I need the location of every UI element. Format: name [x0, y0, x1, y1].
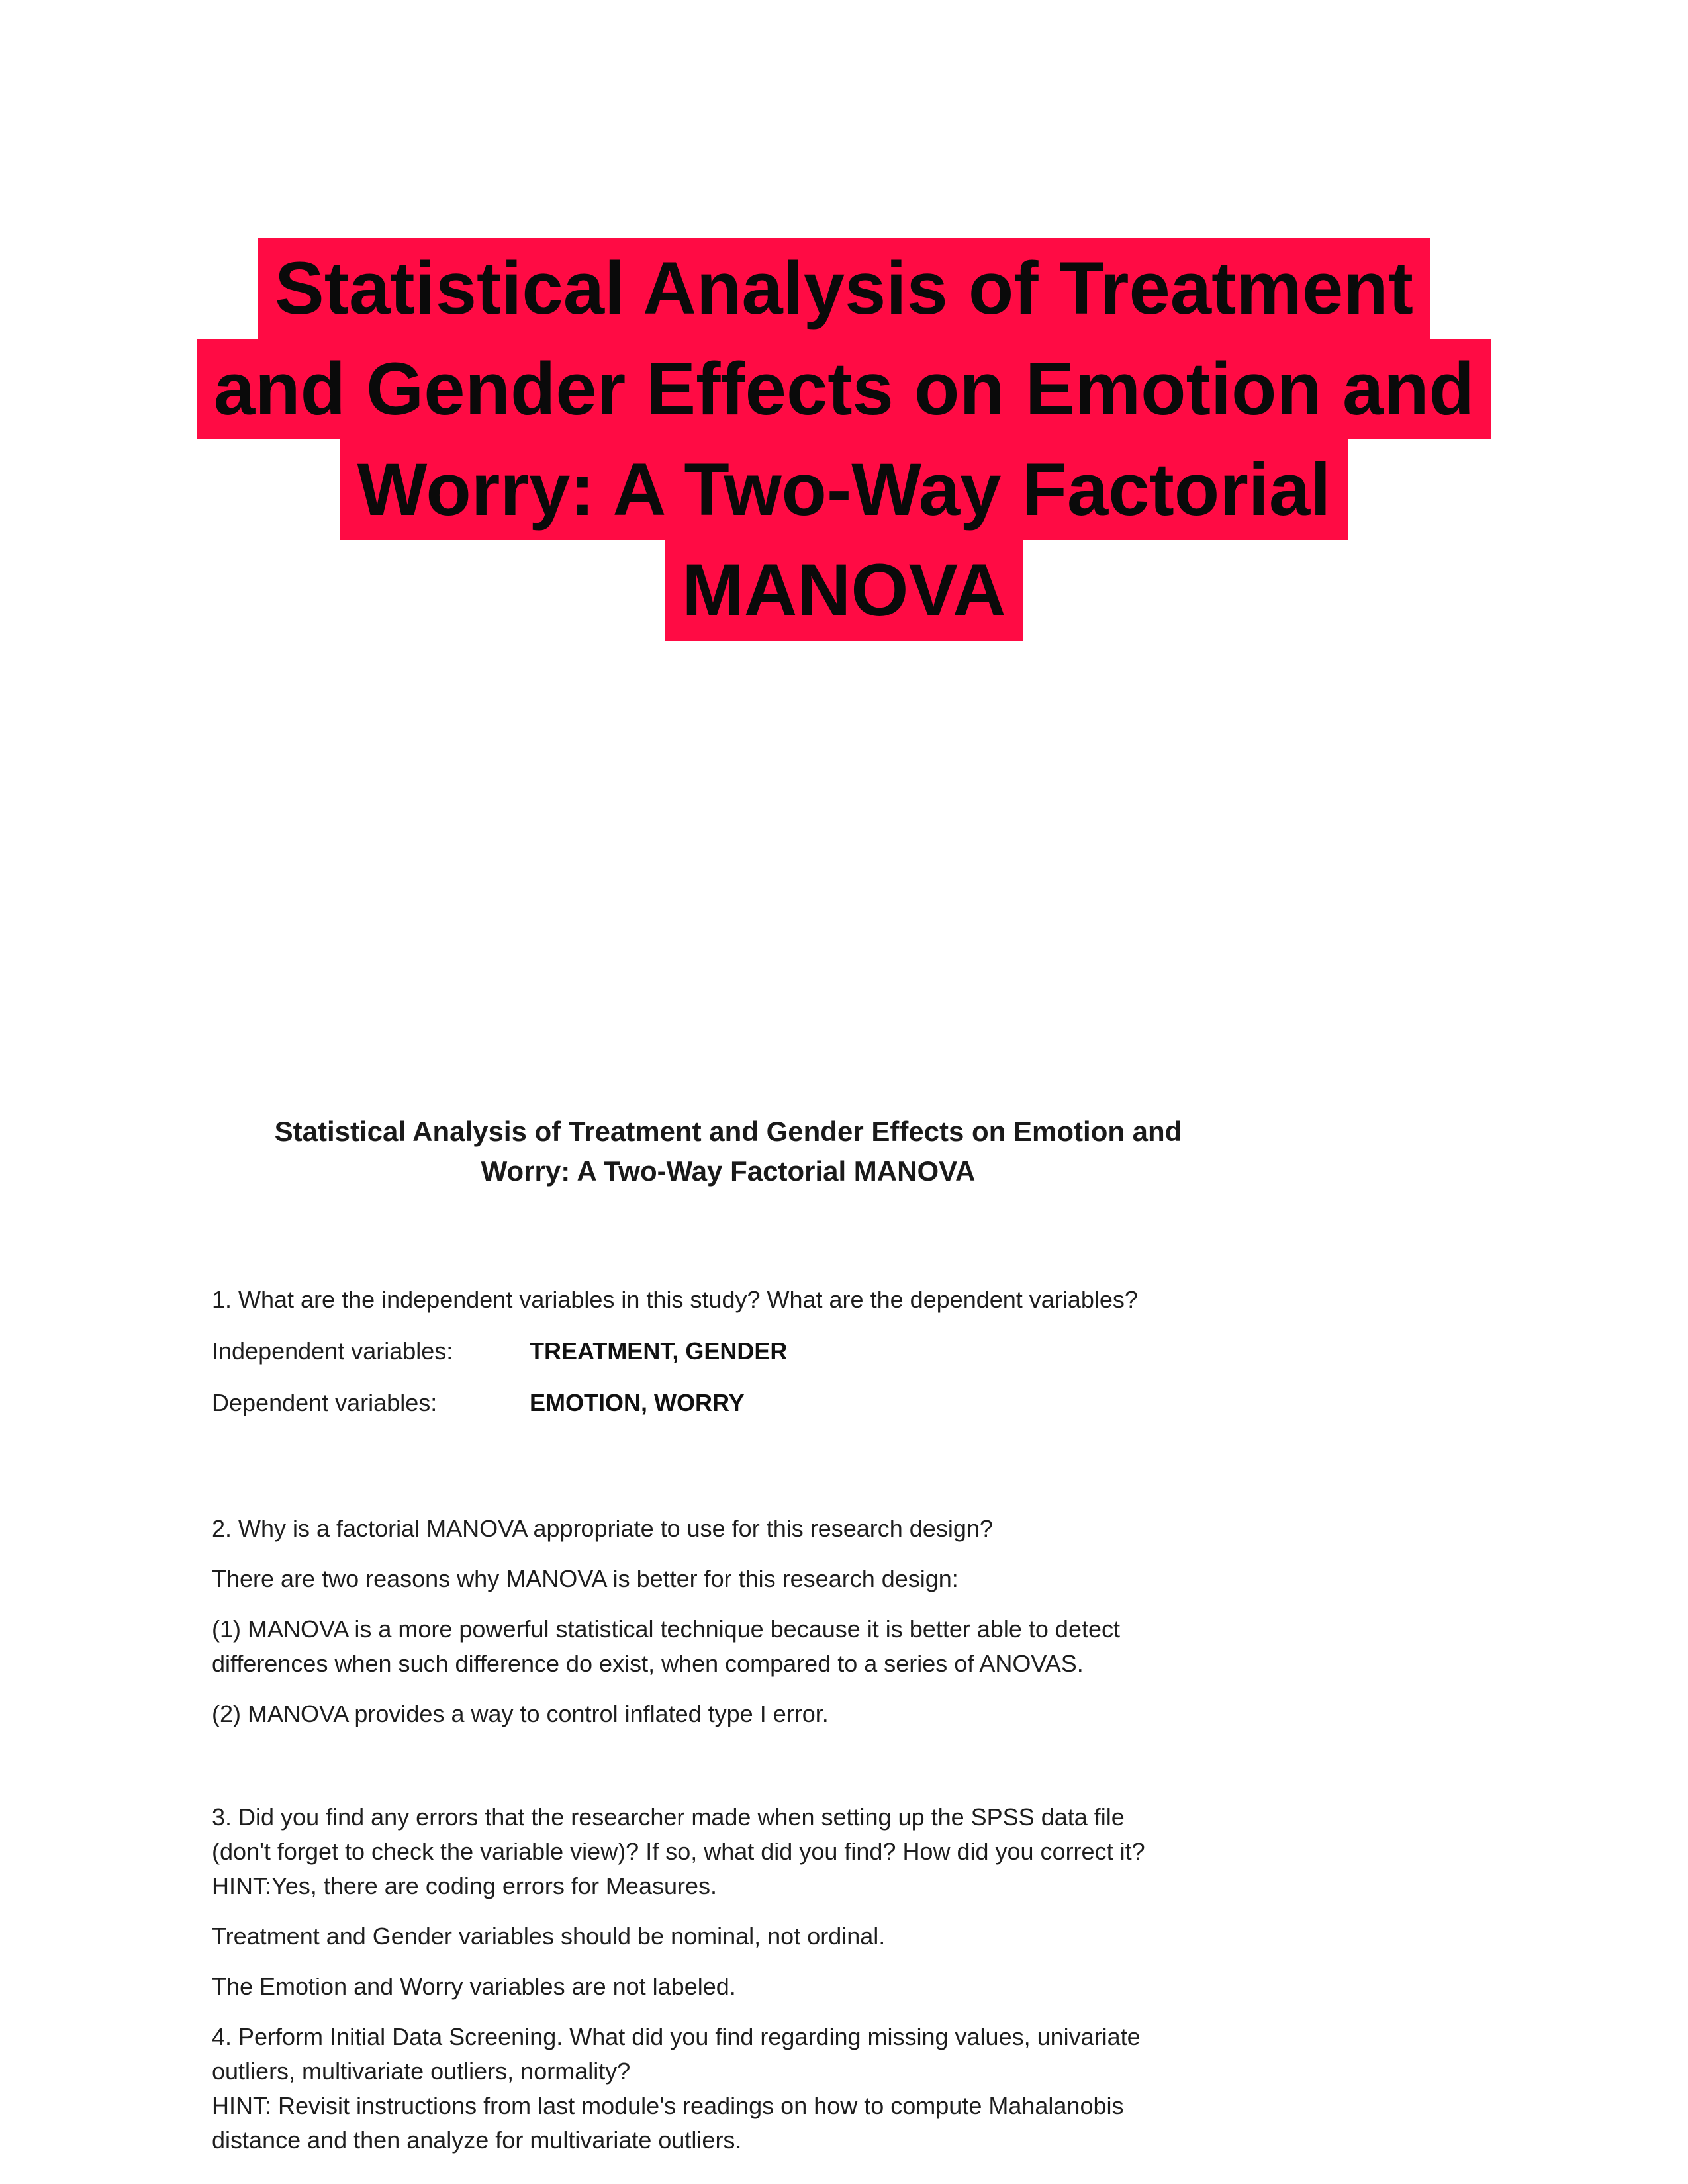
- question-line: 4. Perform Initial Data Screening. What did you find regarding missing values, univariate: [212, 2023, 1141, 2050]
- banner-line: [0, 339, 1688, 439]
- reason-1: [212, 1612, 1244, 1681]
- hint-line: HINT: Revisit instructions from last module's readings on how to compute Mahalanobis: [212, 2092, 1124, 2119]
- question-3: [212, 1800, 1244, 2004]
- banner-line: [0, 540, 1688, 641]
- answer-line: The Emotion and Worry variables are not labeled.: [212, 1973, 736, 2000]
- independent-variables-row: [212, 1334, 1244, 1369]
- banner-line-text: and Gender Effects on Emotion and: [197, 339, 1491, 439]
- reason-2: (2) MANOVA provides a way to control inflated type I error.: [212, 1700, 829, 1727]
- question-4: [212, 2020, 1244, 2158]
- answer-intro: There are two reasons why MANOVA is better for this research design:: [212, 1565, 959, 1592]
- hint-line: distance and then analyze for multivariate outliers.: [212, 2126, 742, 2154]
- iv-label: Independent variables:: [212, 1338, 453, 1365]
- question-text: 2. Why is a factorial MANOVA appropriate to use for this research design?: [212, 1515, 993, 1542]
- hint-text: HINT:Yes, there are coding errors for Measures.: [212, 1872, 717, 1899]
- question-1: [212, 1283, 1244, 1420]
- dv-label: Dependent variables:: [212, 1389, 438, 1416]
- reason-line: differences when such difference do exist, when compared to a series of ANOVAS.: [212, 1650, 1084, 1677]
- banner-line: [0, 238, 1688, 339]
- banner-line-text: Statistical Analysis of Treatment: [258, 238, 1430, 339]
- banner-line-text: MANOVA: [665, 540, 1023, 641]
- question-line: outliers, multivariate outliers, normality?: [212, 2058, 631, 2085]
- doc-title-line: Statistical Analysis of Treatment and Gender Effects on Emotion and: [274, 1116, 1182, 1147]
- banner-line: [0, 439, 1688, 540]
- answer-line: Treatment and Gender variables should be nominal, not ordinal.: [212, 1923, 886, 1950]
- doc-title-line: Worry: A Two-Way Factorial MANOVA: [481, 1156, 976, 1187]
- iv-value: TREATMENT, GENDER: [530, 1338, 788, 1365]
- question-line: (don't forget to check the variable view)? If so, what did you find? How did you correct it?: [212, 1838, 1145, 1865]
- dv-value: EMOTION, WORRY: [530, 1389, 745, 1416]
- question-2: [212, 1512, 1244, 1731]
- highlighted-title-banner: [0, 238, 1688, 641]
- dependent-variables-row: [212, 1386, 1244, 1420]
- question-line: 3. Did you find any errors that the researcher made when setting up the SPSS data file: [212, 1803, 1125, 1831]
- question-text: 1. What are the independent variables in this study? What are the dependent variables?: [212, 1286, 1138, 1313]
- embedded-document: [212, 1112, 1244, 2158]
- doc-title: [212, 1112, 1244, 1191]
- banner-line-text: Worry: A Two-Way Factorial: [340, 439, 1348, 540]
- reason-line: (1) MANOVA is a more powerful statistical technique because it is better able to detect: [212, 1615, 1120, 1643]
